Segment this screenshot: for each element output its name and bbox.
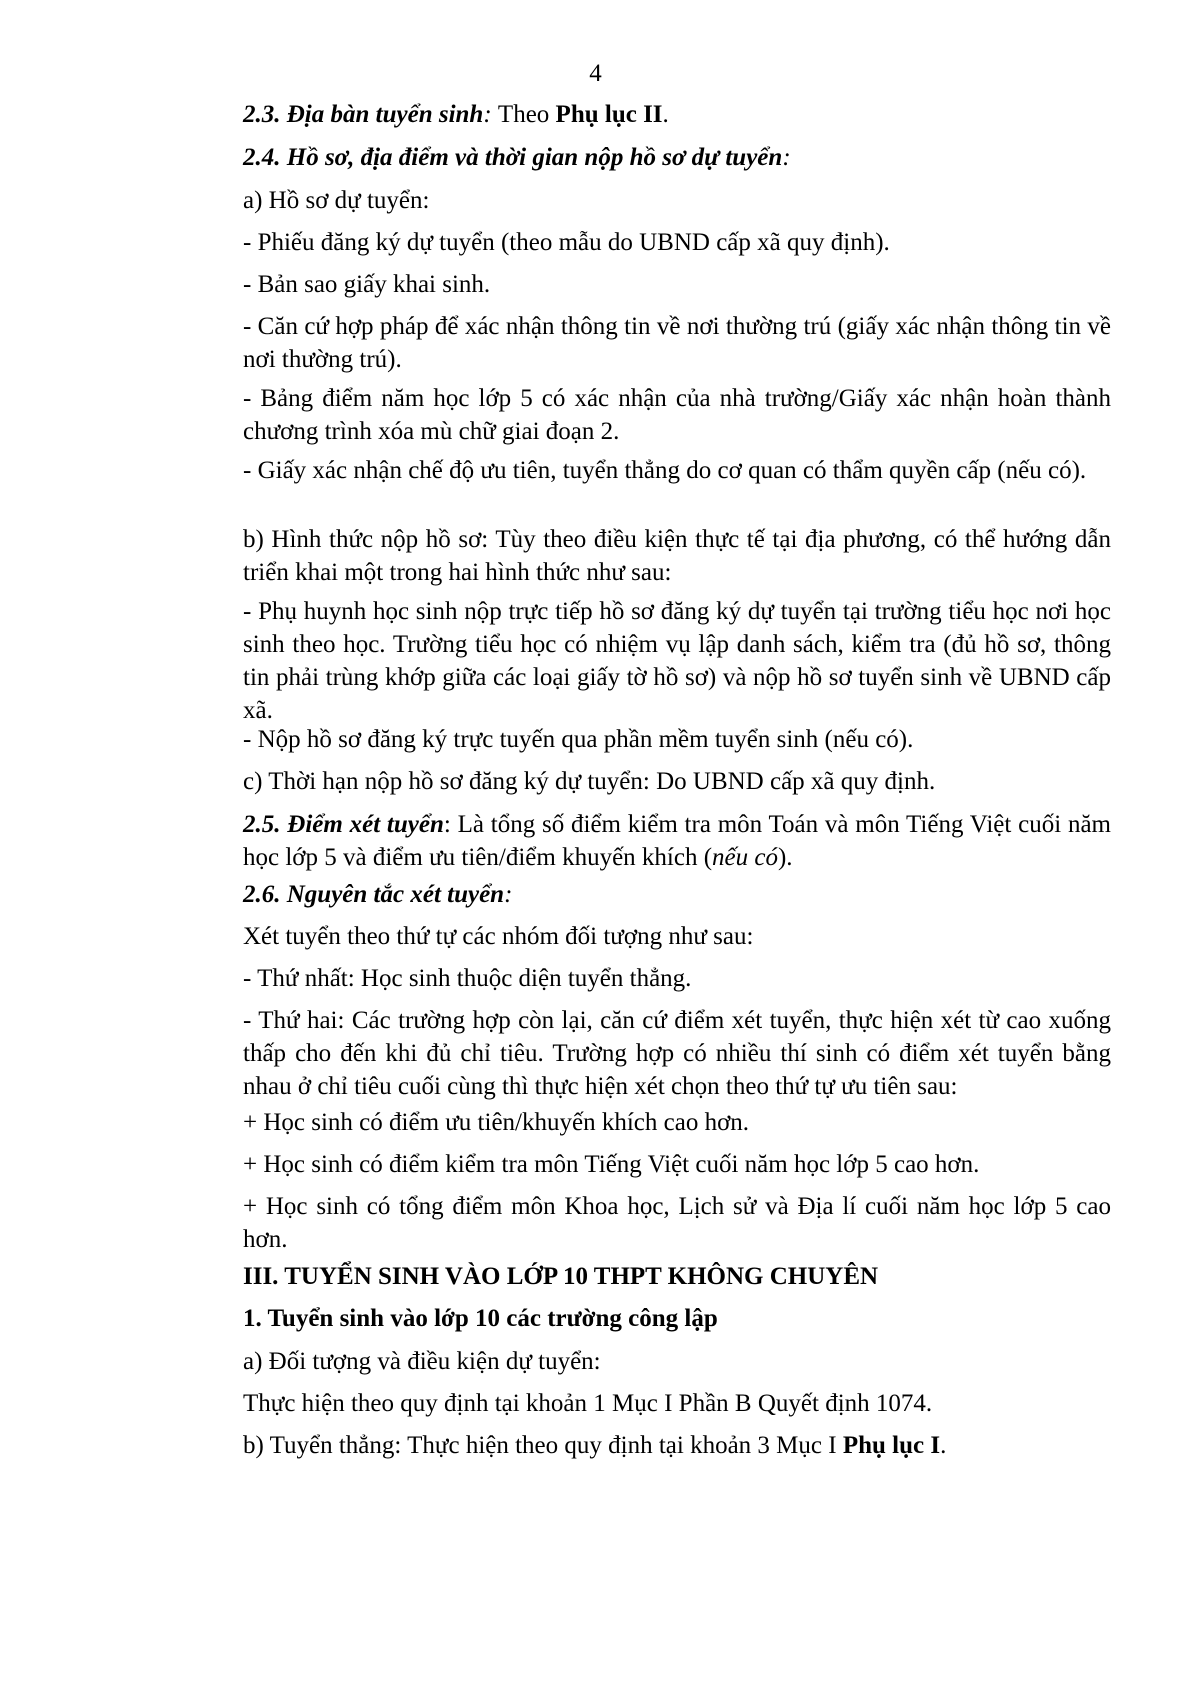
subsection-1-a: a) Đối tượng và điều kiện dự tuyển:	[243, 1348, 601, 1375]
subsection-1-b: b) Tuyển thẳng: Thực hiện theo quy định tại khoản 3 Mục I Phụ lục I.	[243, 1432, 947, 1459]
subsection-1-title: 1. Tuyển sinh vào lớp 10 các trường công lập	[243, 1305, 718, 1332]
section-2-3-heading: 2.3. Địa bàn tuyển sinh	[243, 101, 484, 128]
section-2-4-heading: 2.4. Hồ sơ, địa điểm và thời gian nộp hồ sơ dự tuyển	[243, 144, 783, 171]
doc-item: - Bản sao giấy khai sinh.	[243, 271, 491, 298]
section-2-4: 2.4. Hồ sơ, địa điểm và thời gian nộp hồ sơ dự tuyển:	[243, 144, 791, 171]
section-2-5: 2.5. Điểm xét tuyển: Là tổng số điểm kiểm tra môn Toán và môn Tiếng Việt cuối năm học lớp 5 và điểm ưu tiên/điểm khuyến khích (nếu có).	[243, 811, 1111, 871]
section-2-6-heading: 2.6. Nguyên tắc xét tuyển	[243, 881, 505, 908]
section-2-6: 2.6. Nguyên tắc xét tuyển:	[243, 881, 513, 908]
submission-form-paragraph: b) Hình thức nộp hồ sơ: Tùy theo điều kiện thực tế tại địa phương, có thể hướng dẫn triển khai một trong hai hình thức như sau:	[243, 526, 1111, 586]
doc-item: - Phiếu đăng ký dự tuyển (theo mẫu do UBND cấp xã quy định).	[243, 229, 890, 256]
priority-item: + Học sinh có điểm kiểm tra môn Tiếng Việt cuối năm học lớp 5 cao hơn.	[243, 1151, 980, 1178]
doc-item: - Giấy xác nhận chế độ ưu tiên, tuyển thẳng do cơ quan có thẩm quyền cấp (nếu có).	[243, 457, 1087, 484]
subsection-1-a-text: Thực hiện theo quy định tại khoản 1 Mục I Phần B Quyết định 1074.	[243, 1390, 933, 1417]
section-2-3: 2.3. Địa bàn tuyển sinh: Theo Phụ lục II.	[243, 101, 669, 128]
doc-item: - Bảng điểm năm học lớp 5 có xác nhận của nhà trường/Giấy xác nhận hoàn thành chương trình xóa mù chữ giai đoạn 2.	[243, 385, 1111, 445]
form-item: - Phụ huynh học sinh nộp trực tiếp hồ sơ đăng ký dự tuyển tại trường tiểu học nơi học sinh theo học. Trường tiểu học có nhiệm vụ lập danh sách, kiểm tra (đủ hồ sơ, thông tin phải trùng khớp giữa các loại giấy tờ hồ sơ) và nộp hồ sơ tuyển sinh về UBND cấp xã.	[243, 598, 1111, 724]
docs-title: a) Hồ sơ dự tuyển:	[243, 187, 430, 214]
form-item: - Nộp hồ sơ đăng ký trực tuyến qua phần mềm tuyển sinh (nếu có).	[243, 726, 914, 753]
order-intro: Xét tuyển theo thứ tự các nhóm đối tượng như sau:	[243, 923, 754, 950]
doc-item: - Căn cứ hợp pháp để xác nhận thông tin về nơi thường trú (giấy xác nhận thông tin về nơi thường trú).	[243, 313, 1111, 373]
section-3-title: III. TUYỂN SINH VÀO LỚP 10 THPT KHÔNG CHUYÊN	[243, 1263, 879, 1290]
order-first: - Thứ nhất: Học sinh thuộc diện tuyển thẳng.	[243, 965, 692, 992]
deadline-paragraph: c) Thời hạn nộp hồ sơ đăng ký dự tuyển: Do UBND cấp xã quy định.	[243, 768, 936, 795]
order-second: - Thứ hai: Các trường hợp còn lại, căn cứ điểm xét tuyển, thực hiện xét từ cao xuống thấp cho đến khi đủ chỉ tiêu. Trường hợp có nhiều thí sinh có điểm xét tuyển bằng nhau ở chỉ tiêu cuối cùng thì thực hiện xét chọn theo thứ tự ưu tiên sau:	[243, 1007, 1111, 1100]
section-2-5-heading: 2.5. Điểm xét tuyển	[243, 811, 444, 838]
priority-item: + Học sinh có điểm ưu tiên/khuyến khích cao hơn.	[243, 1109, 750, 1136]
page-number: 4	[589, 60, 602, 87]
priority-item: + Học sinh có tổng điểm môn Khoa học, Lịch sử và Địa lí cuối năm học lớp 5 cao hơn.	[243, 1193, 1111, 1253]
